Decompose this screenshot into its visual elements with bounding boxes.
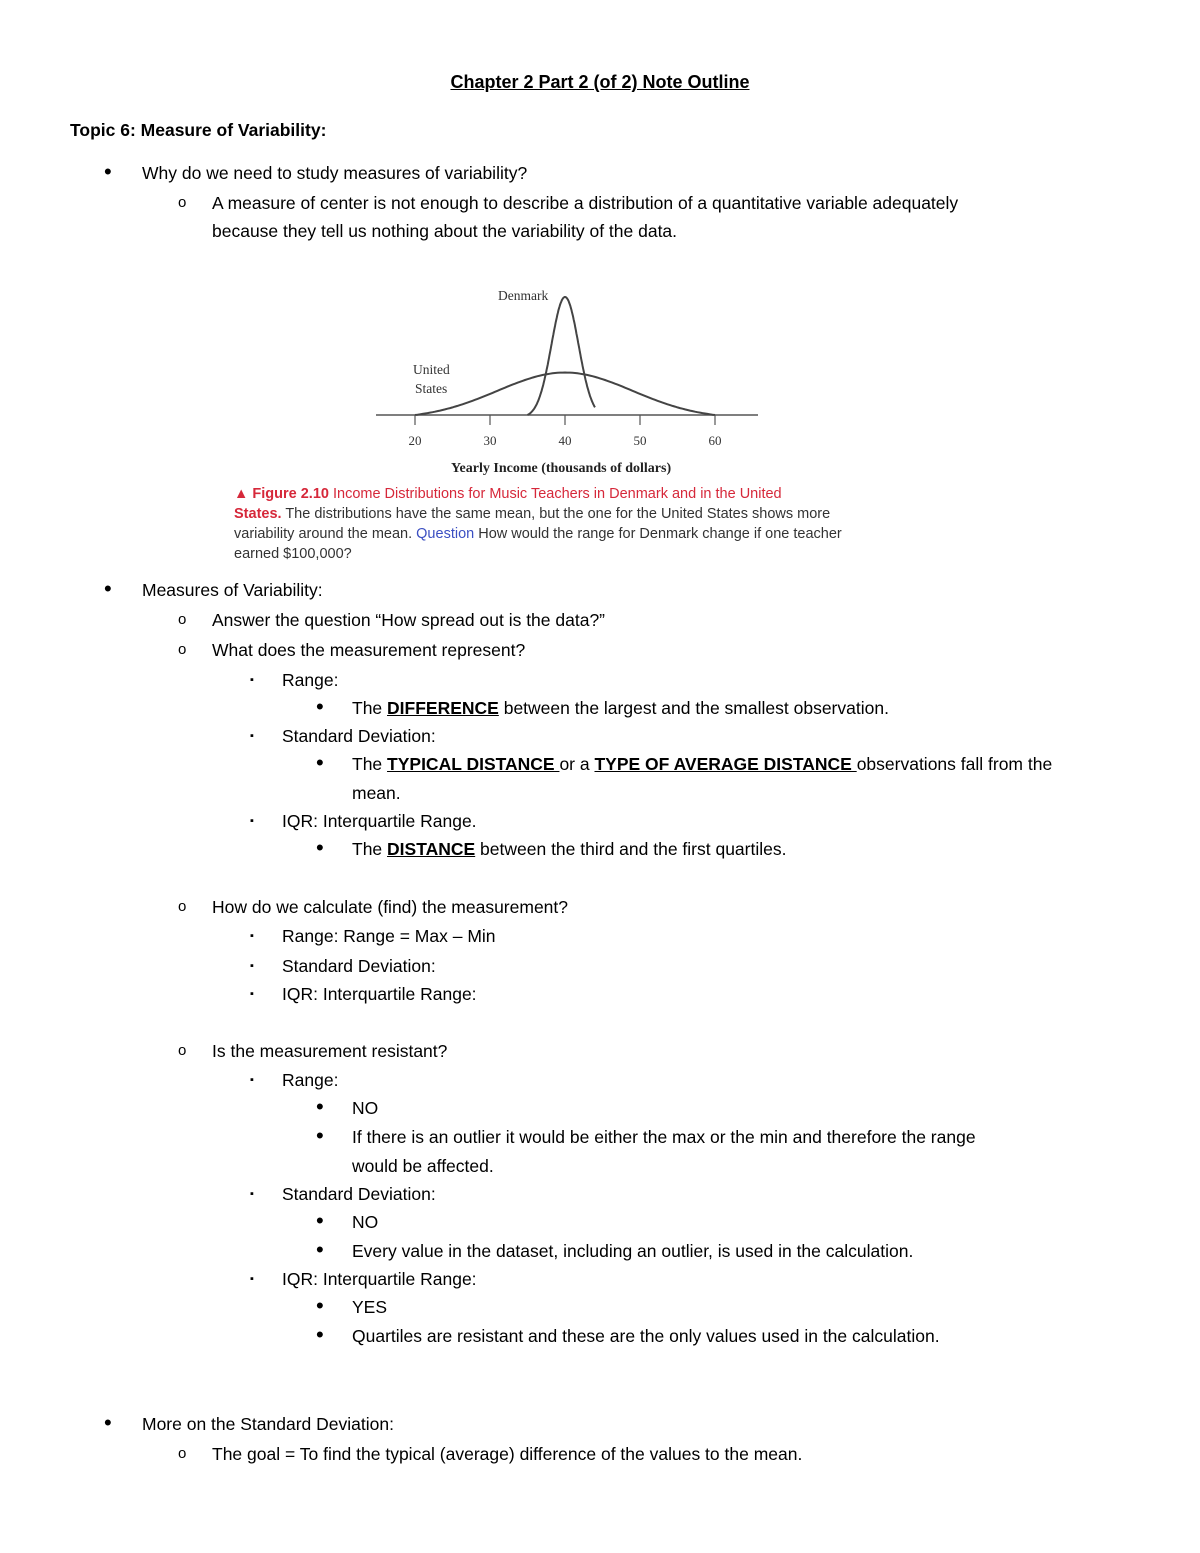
- square-marker: ▪: [250, 674, 254, 686]
- sd-post: observations fall from the: [856, 754, 1053, 774]
- caption-body-a: The distributions have the same mean, but the one for the United States shows more: [281, 506, 831, 522]
- bullet-marker: •: [316, 1322, 324, 1347]
- resistant-heading: Is the measurement resistant?: [212, 1041, 448, 1061]
- sd-pre: The: [352, 754, 388, 774]
- bullet-marker: •: [316, 1237, 324, 1262]
- sd-mid: or a: [559, 754, 595, 774]
- denmark-curve: [528, 297, 596, 415]
- resistant-sd-label: Standard Deviation:: [282, 1184, 436, 1204]
- x-tick-label: 40: [558, 433, 572, 448]
- income-distribution-figure: [370, 280, 770, 480]
- caption-title-b: States.: [234, 506, 282, 522]
- caption-title-a: Income Distributions for Music Teachers in Denmark and in the United: [328, 486, 782, 502]
- calc-sd: Standard Deviation:: [282, 956, 436, 976]
- resistant-range-reason-line2: would be affected.: [352, 1156, 494, 1176]
- page-title: Chapter 2 Part 2 (of 2) Note Outline: [450, 72, 750, 92]
- united-states-curve: [415, 373, 715, 416]
- x-tick-label: 60: [708, 433, 722, 448]
- why-answer-line2: because they tell us nothing about the variability of the data.: [212, 221, 678, 241]
- represent-range-text: [352, 694, 889, 722]
- represent-iqr-label: IQR: Interquartile Range.: [282, 811, 477, 831]
- bullet-marker: •: [316, 1208, 324, 1233]
- range-bold: DIFFERENCE: [387, 698, 499, 718]
- square-marker: ▪: [250, 730, 254, 742]
- circle-marker: o: [178, 1042, 187, 1059]
- circle-marker: o: [178, 1445, 187, 1462]
- square-marker: ▪: [250, 930, 254, 942]
- x-tick-label: 20: [408, 433, 422, 448]
- bullet-marker: •: [316, 1123, 324, 1148]
- bullet-marker: •: [316, 750, 324, 775]
- caption-figure-number: Figure 2.10: [252, 486, 329, 502]
- iqr-post: between the third and the first quartiles.: [475, 839, 787, 859]
- more-sd-heading: More on the Standard Deviation:: [142, 1414, 394, 1434]
- sd-bold2: TYPE OF AVERAGE DISTANCE: [594, 754, 857, 774]
- iqr-bold: DISTANCE: [387, 839, 476, 859]
- x-axis-ticks: [409, 415, 722, 448]
- resistant-range-answer: NO: [352, 1098, 379, 1118]
- caption-question: Question: [416, 526, 475, 542]
- figure-caption: [234, 484, 914, 564]
- represent-sd-text: [352, 750, 1052, 778]
- square-marker: ▪: [250, 815, 254, 827]
- caption-body-c: How would the range for Denmark change if one teacher: [474, 526, 842, 542]
- x-tick-label: 50: [633, 433, 647, 448]
- iqr-pre: The: [352, 839, 388, 859]
- represent-iqr-text: [352, 835, 786, 863]
- measures-represent: What does the measurement represent?: [212, 640, 526, 660]
- calc-iqr: IQR: Interquartile Range:: [282, 984, 477, 1004]
- resistant-iqr-answer: YES: [352, 1297, 388, 1317]
- bullet-marker: •: [104, 1410, 112, 1435]
- calc-heading: How do we calculate (find) the measurement?: [212, 897, 569, 917]
- range-post: between the largest and the smallest observation.: [498, 698, 889, 718]
- bullet-marker: •: [104, 576, 112, 601]
- square-marker: ▪: [250, 988, 254, 1000]
- topic-heading: Topic 6: Measure of Variability:: [70, 120, 327, 140]
- sd-bold1: TYPICAL DISTANCE: [387, 754, 560, 774]
- measures-answer: Answer the question “How spread out is the data?”: [212, 610, 605, 630]
- denmark-label: Denmark: [498, 288, 549, 303]
- why-answer-line1: A measure of center is not enough to describe a distribution of a quantitative variable adequately: [212, 193, 959, 213]
- resistant-range-label: Range:: [282, 1070, 339, 1090]
- circle-marker: o: [178, 898, 187, 915]
- resistant-range-reason-line1: If there is an outlier it would be either the max or the min and therefore the range: [352, 1127, 976, 1147]
- us-label-line1: United: [413, 362, 450, 377]
- why-question: Why do we need to study measures of variability?: [142, 163, 528, 183]
- more-sd-goal: The goal = To find the typical (average) difference of the values to the mean.: [212, 1444, 803, 1464]
- bullet-marker: •: [316, 1293, 324, 1318]
- x-axis-label: Yearly Income (thousands of dollars): [451, 461, 672, 476]
- square-marker: ▪: [250, 1273, 254, 1285]
- square-marker: ▪: [250, 1188, 254, 1200]
- resistant-sd-reason: Every value in the dataset, including an outlier, is used in the calculation.: [352, 1241, 914, 1261]
- represent-range-label: Range:: [282, 670, 339, 690]
- circle-marker: o: [178, 611, 187, 628]
- calc-range: Range: Range = Max – Min: [282, 926, 496, 946]
- circle-marker: o: [178, 641, 187, 658]
- caption-marker: ▲: [234, 486, 249, 502]
- bullet-marker: •: [104, 159, 112, 184]
- represent-sd-label: Standard Deviation:: [282, 726, 436, 746]
- range-pre: The: [352, 698, 388, 718]
- caption-body-b: variability around the mean.: [234, 526, 417, 542]
- bullet-marker: •: [316, 1094, 324, 1119]
- resistant-iqr-reason: Quartiles are resistant and these are the only values used in the calculation.: [352, 1326, 940, 1346]
- bullet-marker: •: [316, 694, 324, 719]
- square-marker: ▪: [250, 1074, 254, 1086]
- represent-sd-text-line2: mean.: [352, 783, 401, 803]
- resistant-iqr-label: IQR: Interquartile Range:: [282, 1269, 477, 1289]
- resistant-sd-answer: NO: [352, 1212, 379, 1232]
- us-label-line2: States: [415, 381, 448, 396]
- caption-body-d: earned $100,000?: [234, 546, 352, 562]
- circle-marker: o: [178, 194, 187, 211]
- bullet-marker: •: [316, 835, 324, 860]
- measures-heading: Measures of Variability:: [142, 580, 323, 600]
- square-marker: ▪: [250, 960, 254, 972]
- x-tick-label: 30: [483, 433, 497, 448]
